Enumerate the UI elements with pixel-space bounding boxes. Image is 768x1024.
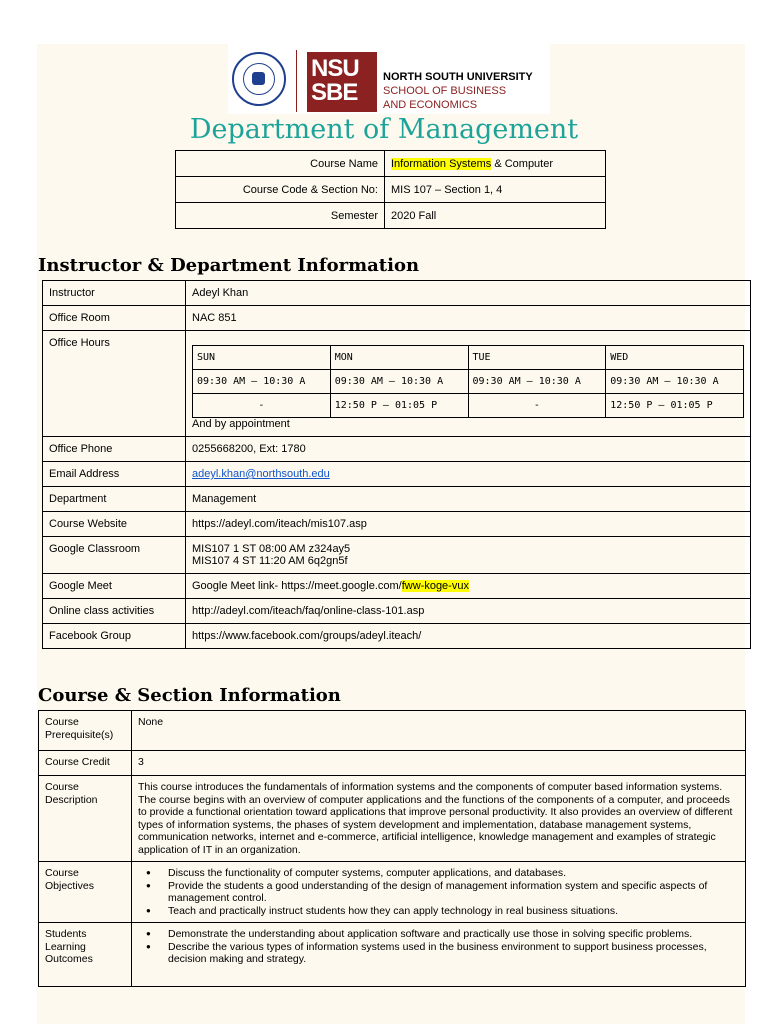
table-row [39,923,746,987]
table-row [176,151,606,177]
department-title: Department of Management [189,114,579,145]
table-row [43,624,751,649]
course-code-value: MIS 107 – Section 1, 4 [385,177,606,203]
office-hours-table [192,345,744,418]
table-row [39,711,746,751]
list-item: ● Teach and practically instruct students how they can apply technology in real business situations. [138,905,739,918]
table-row [176,177,606,203]
facebook-label: Facebook Group [43,624,186,649]
table-row [43,574,751,599]
semester-label: Semester [176,203,385,229]
online-value: http://adeyl.com/iteach/faq/online-class-101.asp [186,599,751,624]
online-label: Online class activities [43,599,186,624]
course-name-label: Course Name [176,151,385,177]
hours-cell: - [193,394,331,418]
hours-cell: 09:30 AM – 10:30 A [193,370,331,394]
school-name [383,70,533,112]
facebook-value: https://www.facebook.com/groups/adeyl.iteach/ [186,624,751,649]
table-row [193,370,744,394]
course-code-label: Course Code & Section No: [176,177,385,203]
day-header: SUN [193,346,331,370]
meet-value: Google Meet link- https://meet.google.com/fww-koge-vux [186,574,751,599]
office-hours-label: Office Hours [43,331,186,437]
description-value: This course introduces the fundamentals of information systems and the components of computer based information systems. The course begins with an overview of computer applications and the functions of the components of a computer, and proceeds to provide a functional orientation toward applications that improve personal productivity. It also provides an overview of different types of information systems, the phases of system development and implementation, database management systems, communication networks, internet and e-commerce, artificial intelligence, knowledge management and examples of strategic application of IT in an organization. [132,776,746,862]
table-row [43,462,751,487]
objectives-value [132,862,746,923]
list-item: ● Describe the various types of information systems used in the business environment to support business processes, decision making and strategy. [138,941,739,966]
hours-cell: 12:50 P – 01:05 P [606,394,744,418]
prereq-label: Course Prerequisite(s) [39,711,132,751]
phone-value: 0255668200, Ext: 1780 [186,437,751,462]
course-info-table [175,150,606,229]
hours-note: And by appointment [192,418,290,430]
table-row [43,537,751,574]
table-row [43,281,751,306]
office-hours-value [186,331,751,437]
credit-value: 3 [132,751,746,776]
table-row [43,599,751,624]
table-row [43,437,751,462]
course-section-table [38,710,746,987]
email-link[interactable]: adeyl.khan@northsouth.edu [192,468,330,480]
meet-label: Google Meet [43,574,186,599]
website-label: Course Website [43,512,186,537]
classroom-line: MIS107 4 ST 11:20 AM 6q2gn5f [192,555,348,567]
day-header: TUE [468,346,606,370]
office-room-label: Office Room [43,306,186,331]
phone-label: Office Phone [43,437,186,462]
table-row [176,203,606,229]
day-header: WED [606,346,744,370]
hours-cell: - [468,394,606,418]
table-row [43,487,751,512]
table-row [43,331,751,437]
prereq-value: None [132,711,746,751]
department-value: Management [186,487,751,512]
classroom-label: Google Classroom [43,537,186,574]
outcomes-label: Students Learning Outcomes [39,923,132,987]
email-value [186,462,751,487]
office-room-value: NAC 851 [186,306,751,331]
outcomes-list [138,928,739,966]
table-row [39,751,746,776]
table-row [43,512,751,537]
list-item: ● Demonstrate the understanding about application software and practically use those in solving specific problems. [138,928,739,941]
course-name-value: Information Systems & Computer [385,151,606,177]
hours-cell: 09:30 AM – 10:30 A [468,370,606,394]
objectives-list [138,867,739,917]
university-name: NORTH SOUTH UNIVERSITY [383,71,533,83]
website-value: https://adeyl.com/iteach/mis107.asp [186,512,751,537]
table-row [193,346,744,370]
nsu-sbe-logo: NSU SBE [307,52,377,112]
instructor-label: Instructor [43,281,186,306]
table-row [43,306,751,331]
highlighted-text: Information Systems [391,157,492,170]
instructor-section-title: Instructor & Department Information [38,255,420,276]
department-label: Department [43,487,186,512]
classroom-value [186,537,751,574]
meet-code: fww-koge-vux [401,580,469,592]
semester-value: 2020 Fall [385,203,606,229]
table-row [39,862,746,923]
school-line2: AND ECONOMICS [383,99,478,111]
logo-divider [296,50,297,112]
instructor-info-table [42,280,751,649]
hours-cell: 12:50 P – 01:05 P [330,394,468,418]
credit-label: Course Credit [39,751,132,776]
table-row [39,776,746,862]
day-header: MON [330,346,468,370]
outcomes-value [132,923,746,987]
list-item: ● Discuss the functionality of computer systems, computer applications, and databases. [138,867,739,880]
email-label: Email Address [43,462,186,487]
course-section-title: Course & Section Information [38,685,341,706]
table-row [193,394,744,418]
hours-cell: 09:30 AM – 10:30 A [330,370,468,394]
instructor-value: Adeyl Khan [186,281,751,306]
university-seal-icon [232,52,286,106]
school-line1: SCHOOL OF BUSINESS [383,85,507,97]
objectives-label: Course Objectives [39,862,132,923]
classroom-line: MIS107 1 ST 08:00 AM z324ay5 [192,543,351,555]
hours-cell: 09:30 AM – 10:30 A [606,370,744,394]
description-label: Course Description [39,776,132,862]
list-item: ● Provide the students a good understanding of the design of management information system and specific aspects of management control. [138,880,739,905]
